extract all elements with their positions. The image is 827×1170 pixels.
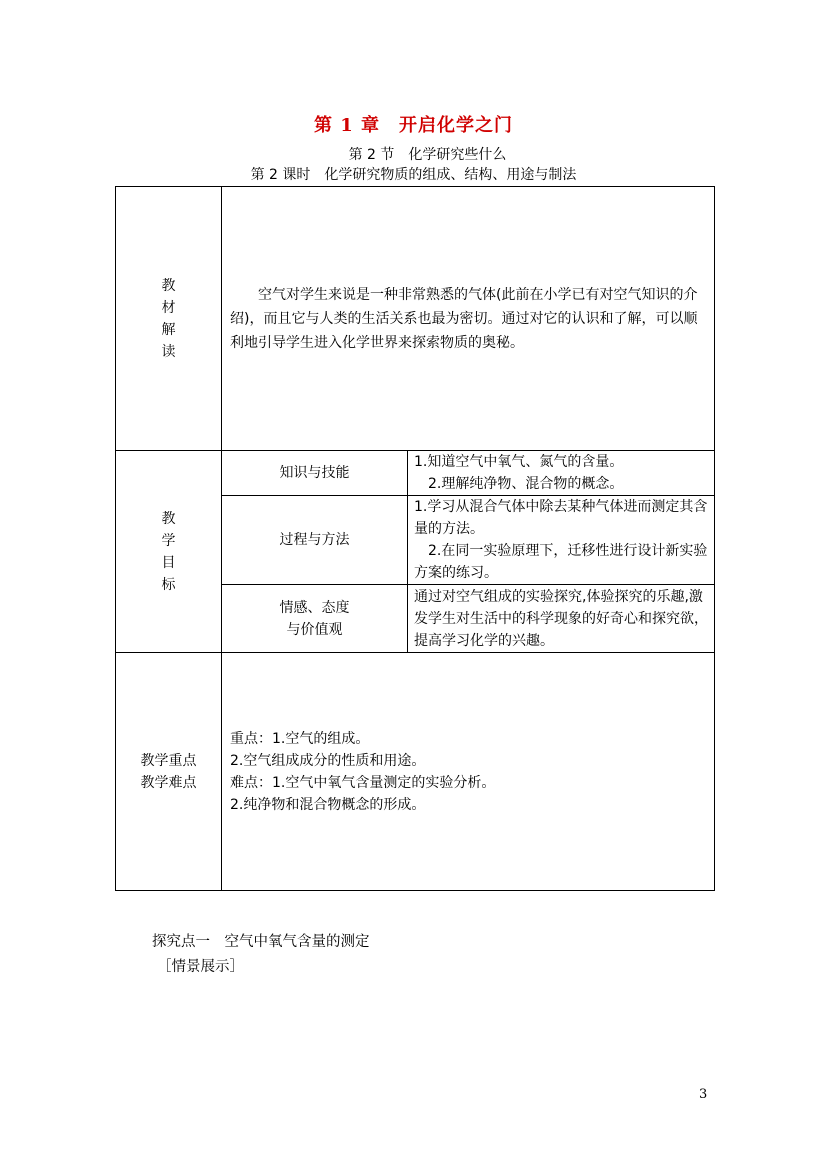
goal-content-knowledge: 1.知道空气中氧气、氮气的含量。 2.理解纯净物、混合物的概念。 xyxy=(408,451,715,496)
goal-row-knowledge xyxy=(116,451,715,496)
goals-label: 教 学 目 标 xyxy=(116,451,222,653)
lesson-plan-table xyxy=(115,186,715,891)
key-points-label: 教学重点 教学难点 xyxy=(116,653,222,891)
key-points-content: 重点：1.空气的组成。 2.空气组成成分的性质和用途。 难点：1.空气中氧气含量测定的实验分析。 2.纯净物和混合物概念的形成。 xyxy=(222,653,715,891)
section-title: 第 2 节 化学研究些什么 xyxy=(348,147,507,163)
chapter-title: 第 1 章 开启化学之门 xyxy=(313,115,514,136)
goal-name-process: 过程与方法 xyxy=(222,496,408,585)
goal-content-process: 1.学习从混合气体中除去某种气体进而测定其含量的方法。 2.在同一实验原理下，迁移性进行设计新实验方案的练习。 xyxy=(408,496,715,585)
inquiry-point-heading: 探究点一 空气中氧气含量的测定 xyxy=(152,934,370,950)
lesson-title: 第 2 课时 化学研究物质的组成、结构、用途与制法 xyxy=(250,167,577,183)
key-points-row xyxy=(116,653,715,891)
goal-name-knowledge: 知识与技能 xyxy=(222,451,408,496)
goal-content-emotion: 通过对空气组成的实验探究,体验探究的乐趣,激发学生对生活中的科学现象的好奇心和探究欲，提高学习化学的兴趣。 xyxy=(408,585,715,653)
material-label: 教 材 解 读 xyxy=(116,187,222,451)
scene-label: ［情景展示］ xyxy=(157,959,244,975)
material-text: 空气对学生来说是一种非常熟悉的气体(此前在小学已有对空气知识的介绍)，而且它与人类的生活关系也最为密切。通过对它的认识和了解，可以顺利地引导学生进入化学世界来探索物质的奥秘。 xyxy=(222,187,715,451)
page-number: 3 xyxy=(699,1087,708,1102)
material-row xyxy=(116,187,715,451)
goal-name-emotion: 情感、态度 与价值观 xyxy=(222,585,408,653)
